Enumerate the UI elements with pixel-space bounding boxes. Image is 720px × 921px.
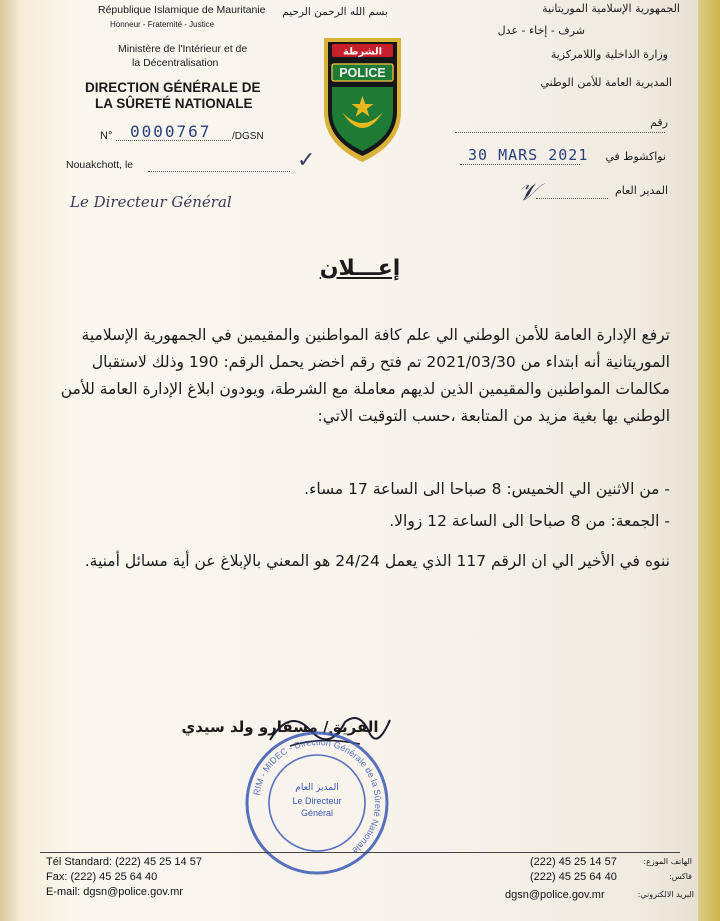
seal-title-fr-2: Général [300,808,334,818]
closing-paragraph: ننوه في الأخير الي ان الرقم 117 الذي يعمل 24/24 هو المعني بالإبلاغ عن أية مسائل أمنية. [84,552,670,570]
footer-fax-fr: Fax: (222) 45 25 64 40 [46,871,158,883]
country-fr: République Islamique de Mauritanie [98,4,266,16]
seal-stamp-icon [242,728,392,878]
police-shield-icon [320,34,405,164]
seal-title-ar: المدير العام [295,783,339,793]
number-label-fr: N° [100,130,113,142]
ministry-fr-1: Ministère de l'Intérieur et de [118,43,248,55]
date-dots-fr [148,160,290,172]
checkmark-icon: ✓ [297,148,316,173]
basmala: بسم الله الرحمن الرحيم [282,6,388,18]
city-label-ar: نواكشوط في [605,150,666,163]
direction-fr-2: LA SÛRETÉ NATIONALE [95,96,253,111]
footer-tel-fr: Tél Standard: (222) 45 25 14 57 [46,856,202,868]
official-seal [242,728,392,878]
signatory-name: الفريق/ مسقارو ولد سيدي [181,718,379,736]
footer-email-fr: E-mail: dgsn@police.gov.mr [46,886,183,898]
footer-email-label-ar: البريد الالكتروني: [637,890,694,899]
announcement-title: إعـــلان [319,256,401,281]
footer-fax-ar: (222) 45 25 64 40 [530,871,617,883]
ministry-ar: وزارة الداخلية واللامركزية [550,48,668,61]
number-value: 0000767 [130,122,212,141]
director-label-fr: Le Directeur Général [70,193,232,211]
emblem-label: POLICE [339,66,386,80]
announcement-paragraph-1: ترفع الإدارة العامة للأمن الوطني الي علم كافة المواطنين والمقيمين في الجمهورية الإسلامية الموريتانية أنه ابتداء من 2021/03/30 تم فتح رقم اخضر يحمل الرقم: 190 وذلك لاستقبال مكالمات المواطنين والمقيمين الذين لديهم معاملة مع الشرطة، ويودون ابلاغ الإدارة العامة للأمن الوطني بها بغية مزيد من المتابعة ،حسب التوقيت الاتي: [60,326,670,425]
date-stamp: 30 MARS 2021 [468,146,589,164]
schedule-weekdays: - من الاثنين الي الخميس: 8 صباحا الى الساعة 17 مساء. [304,480,670,498]
direction-ar: المديرية العامة للأمن الوطني [540,76,672,89]
emblem-top-label: الشرطة [342,46,383,58]
number-label-ar: رقم [650,116,668,129]
director-dots-ar [536,196,608,199]
seal-ring-text: RIM - MIDEC - Direction Générale de la Sûreté Nationale [251,736,384,856]
city-label-fr: Nouakchott, le [66,159,134,171]
motto-fr: Honneur - Fraternité - Justice [110,20,215,29]
page-edge [698,0,720,921]
number-suffix: /DGSN [232,131,264,142]
footer-tel-ar: (222) 45 25 14 57 [530,856,617,868]
initials-signature-icon: 𝒱 [518,178,538,206]
seal-title-fr-1: Le Directeur [292,796,342,806]
schedule-friday: - الجمعة: من 8 صباحا الى الساعة 12 زوالا. [389,512,670,530]
footer-fax-label-ar: فاكس: [669,872,692,881]
director-label-ar: المدير العام [614,184,668,197]
footer-divider [40,852,680,853]
direction-fr-1: DIRECTION GÉNÉRALE DE [85,80,261,95]
footer-email-ar: dgsn@police.gov.mr [505,889,605,901]
number-dots-ar [455,126,665,133]
motto-ar: شرف - إخاء - عدل [497,24,585,37]
footer-tel-label-ar: الهاتف الموزع: [643,857,692,866]
country-ar: الجمهورية الإسلامية الموريتانية [542,2,680,15]
ministry-fr-2: la Décentralisation [132,57,219,69]
police-emblem [320,34,405,164]
